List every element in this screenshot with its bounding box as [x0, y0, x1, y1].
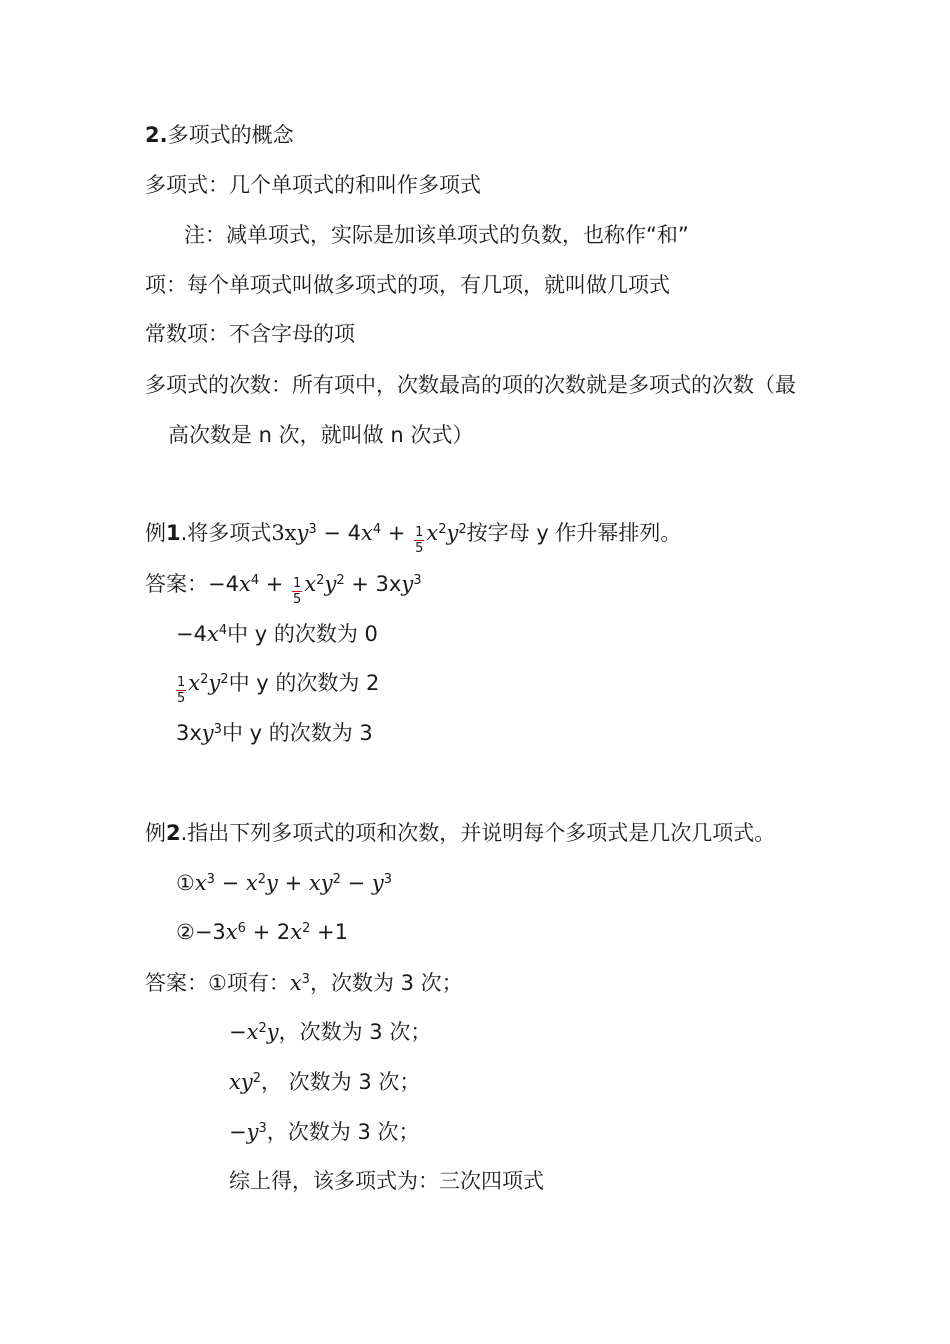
fraction-one-fifth: $\frac{1}{5}$	[415, 525, 424, 556]
example2-term3	[229, 1068, 420, 1096]
item1-marker: ①	[176, 871, 195, 895]
term-xy2-degree: ， 次数为 3 次；	[261, 1070, 421, 1094]
step3-term: $3xy^3$	[176, 721, 222, 745]
step1-term: $-4x^4$	[176, 622, 228, 646]
example1-question	[145, 519, 681, 556]
example2-item2	[176, 918, 348, 946]
term-x3-degree: ，次数为 3 次；	[309, 971, 463, 995]
example1-answer-expression: $-4x^4$ + $\frac{1}{5}$ $x^2y^2 + 3xy^3$	[208, 572, 422, 607]
example2-term4	[229, 1118, 419, 1146]
definition-note: 注：减单项式，实际是加该单项式的负数，也称作“和”	[184, 223, 689, 247]
example2-number: 2	[166, 821, 181, 845]
item2-expression: $-3x^6 + 2x^2 +1$	[194, 920, 348, 944]
step2-text: 中 y 的次数为 2	[228, 671, 380, 695]
definition-degree-line1: 多项式的次数：所有项中，次数最高的项的次数就是多项式的次数（最	[145, 373, 796, 397]
example1-step3	[176, 719, 373, 747]
example2-answer-marker: ①	[208, 971, 227, 995]
item2-marker: ②	[176, 920, 195, 944]
step2-term: $\frac{1}{5}$ $x^2y^2$	[177, 671, 229, 706]
term-y3: $-y^3$	[229, 1120, 267, 1144]
example1-answer-label: 答案：	[145, 572, 208, 596]
section-title: 多项式的概念	[167, 123, 294, 147]
term-x3: $x^3$	[289, 971, 310, 995]
definition-constant-term: 常数项：不含字母的项	[145, 322, 355, 346]
example2-answer	[145, 969, 463, 997]
fraction-one-fifth: $\frac{1}{5}$	[293, 576, 302, 607]
example1-suffix: 按字母 y 作升幂排列。	[466, 521, 682, 545]
example2-term2	[229, 1018, 431, 1046]
step3-text: 中 y 的次数为 3	[221, 721, 373, 745]
definition-degree-line2: 高次数是 n 次，就叫做 n 次式）	[168, 423, 474, 447]
example1-answer	[145, 570, 422, 607]
example2-conclusion: 综上得，该多项式为：三次四项式	[229, 1169, 544, 1193]
example1-label: 例	[145, 521, 166, 545]
example1-prefix: .将多项式	[180, 521, 272, 545]
example2-answer-intro: 项有：	[226, 971, 290, 995]
example1-step2	[176, 669, 379, 706]
fraction-one-fifth: $\frac{1}{5}$	[177, 675, 186, 706]
example1-number: 1	[166, 521, 181, 545]
definition-term: 项：每个单项式叫做多项式的项，有几项，就叫做几项式	[145, 273, 670, 297]
example2-label: 例	[145, 821, 166, 845]
term-x2y-degree: ，次数为 3 次；	[278, 1020, 432, 1044]
example1-expression: $3xy^3 - 4x^4$ + $\frac{1}{5}$ $x^2y^2$	[271, 521, 467, 556]
section-heading	[145, 121, 294, 149]
term-y3-degree: ，次数为 3 次；	[266, 1120, 420, 1144]
example2-prompt: .指出下列多项式的项和次数，并说明每个多项式是几次几项式。	[180, 821, 776, 845]
item1-expression: $x^3 - x^2y + xy^2 - y^3$	[194, 871, 392, 895]
example2-item1	[176, 869, 392, 897]
example2-question	[145, 819, 775, 847]
step1-text: 中 y 的次数为 0	[227, 622, 378, 646]
example1-step1	[176, 620, 378, 648]
definition-polynomial: 多项式：几个单项式的和叫作多项式	[145, 173, 481, 197]
term-x2y: $-x^2y$	[229, 1020, 279, 1044]
term-xy2: $xy^2$	[229, 1070, 261, 1094]
section-number: 2.	[145, 123, 168, 147]
example2-answer-label: 答案：	[145, 971, 208, 995]
